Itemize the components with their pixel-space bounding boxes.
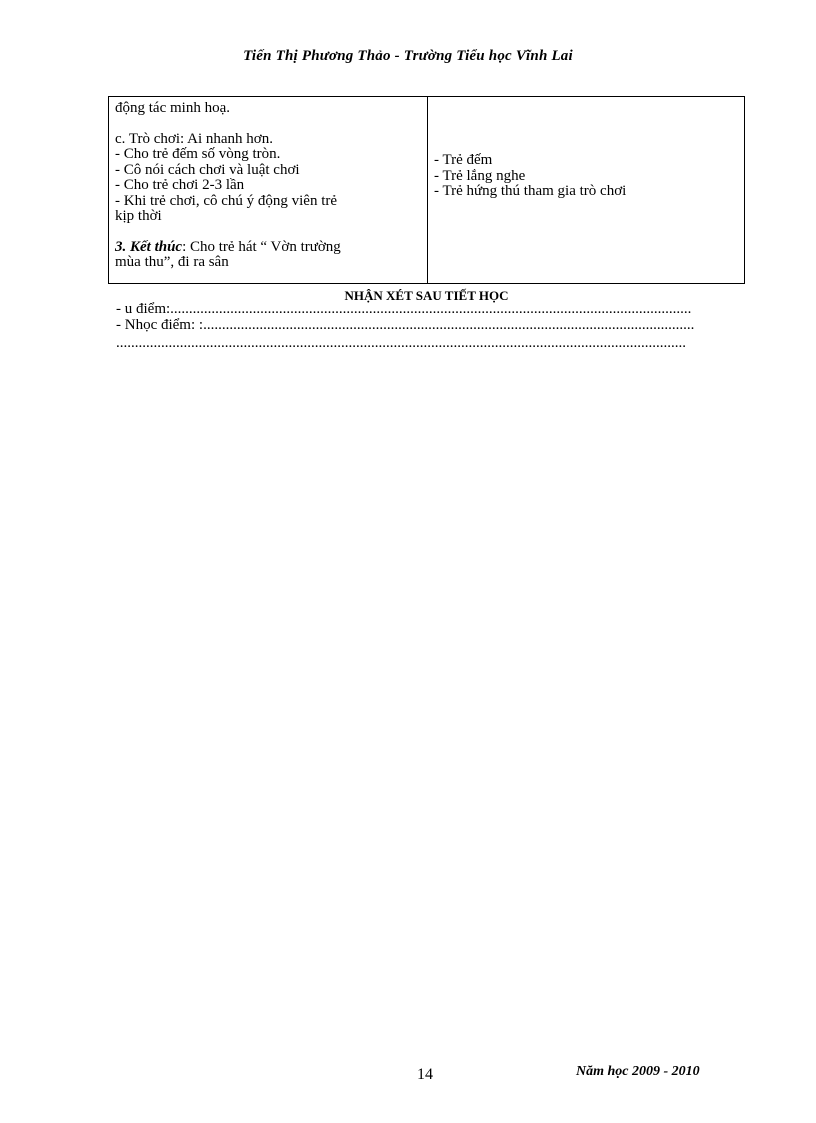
ending-line (115, 240, 421, 256)
review-strengths-line: - u điểm:........................................................................................................................................... (116, 302, 692, 317)
game-title: c. Trò chơi: Ai nhanh hơn. (115, 130, 273, 147)
child-activity-cell (428, 97, 744, 283)
text-line: - Cô nói cách chơi và luật chơi (115, 161, 300, 178)
text-line: mùa thu”, đi ra sân (115, 254, 229, 270)
text-line: - Cho trẻ chơi 2-3 lần (115, 177, 245, 193)
text-line: - Trẻ đếm (434, 152, 493, 168)
page-number: 14 (417, 1066, 433, 1083)
footer-school-year: Năm học 2009 - 2010 (576, 1064, 700, 1079)
text-line: động tác minh hoạ. (115, 100, 230, 116)
review-blank-line: ........................................................................................................................................................ (116, 336, 686, 351)
activity-table (108, 96, 745, 284)
review-weaknesses-line: - Nhọc điểm: :................................................................................................................................... (116, 318, 695, 333)
page-header: Tiến Thị Phương Thảo - Trường Tiểu học Vĩnh Lai (243, 48, 573, 64)
text-line: - Trẻ hứng thú tham gia trò chơi (434, 183, 627, 199)
text-line: kịp thời (115, 208, 162, 224)
text-line: - Trẻ lắng nghe (434, 167, 526, 184)
teacher-activity-cell (109, 97, 428, 283)
ending-label: 3. Kết thúc (115, 238, 183, 255)
ending-text: : Cho trẻ hát “ Vờn trường (182, 238, 341, 255)
text-line: - Khi trẻ chơi, cô chú ý động viên trẻ (115, 192, 338, 209)
text-line: - Cho trẻ đếm số vòng tròn. (115, 146, 281, 162)
review-title: NHẬN XÉT SAU TIẾT HỌC (344, 288, 509, 303)
